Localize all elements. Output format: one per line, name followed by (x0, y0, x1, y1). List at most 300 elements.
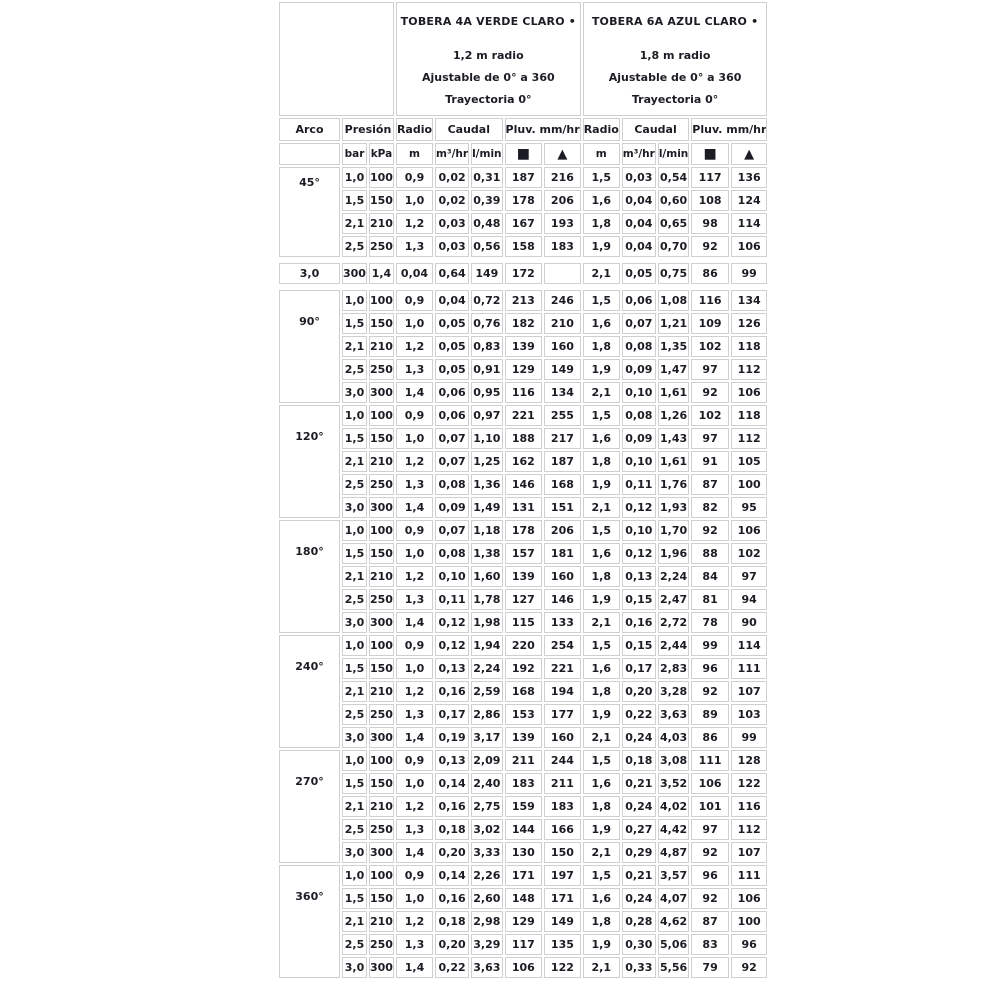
data-cell: 135 (544, 934, 581, 955)
data-cell: 1,94 (471, 635, 502, 656)
data-cell: 108 (691, 190, 729, 211)
data-cell: 150 (369, 543, 394, 564)
table-row (279, 474, 767, 495)
data-cell: 117 (691, 167, 729, 188)
table-row (279, 934, 767, 955)
data-cell: 210 (544, 313, 581, 334)
data-cell: 150 (369, 313, 394, 334)
data-cell: 193 (544, 213, 581, 234)
data-cell: 106 (731, 236, 768, 257)
data-cell: 116 (691, 290, 729, 311)
table-row (279, 842, 767, 863)
data-cell: 1,0 (396, 658, 433, 679)
data-cell: 2,1 (583, 263, 620, 284)
data-cell: 244 (544, 750, 581, 771)
data-cell: 0,18 (435, 911, 469, 932)
data-cell: 300 (369, 497, 394, 518)
triangle-icon (731, 143, 768, 165)
col-radio-4a: Radio (396, 118, 433, 141)
data-cell: 1,61 (658, 382, 689, 403)
arc-240-pie-icon (285, 675, 339, 724)
data-cell: 0,83 (471, 336, 502, 357)
data-cell: 0,11 (435, 589, 469, 610)
data-cell: 250 (369, 589, 394, 610)
data-cell: 109 (691, 313, 729, 334)
data-cell: 1,4 (396, 727, 433, 748)
data-cell: 1,5 (342, 888, 367, 909)
overflow-row (279, 263, 767, 284)
data-cell: 150 (369, 773, 394, 794)
square-icon (505, 143, 543, 165)
data-cell: 150 (369, 190, 394, 211)
data-cell: 0,07 (435, 428, 469, 449)
data-cell: 0,02 (435, 167, 469, 188)
data-cell: 2,75 (471, 796, 502, 817)
data-cell: 2,09 (471, 750, 502, 771)
arc-label: 120° (295, 430, 324, 443)
data-cell: 103 (731, 704, 768, 725)
data-cell: 1,5 (583, 290, 620, 311)
data-cell: 0,16 (435, 796, 469, 817)
data-cell: 128 (731, 750, 768, 771)
data-cell: 183 (544, 236, 581, 257)
table-row (279, 911, 767, 932)
data-cell: 166 (544, 819, 581, 840)
nozzle-adjustable: Ajustable de 0° a 360 (421, 71, 555, 84)
data-cell: 0,56 (471, 236, 502, 257)
data-cell: 96 (691, 865, 729, 886)
data-cell: 0,29 (622, 842, 656, 863)
data-cell: 1,25 (471, 451, 502, 472)
data-cell: 0,04 (435, 290, 469, 311)
data-cell: 1,0 (396, 190, 433, 211)
col-radio-6a: Radio (583, 118, 620, 141)
data-cell: 133 (544, 612, 581, 633)
data-cell: 0,24 (622, 888, 656, 909)
data-cell: 300 (369, 957, 394, 978)
data-cell: 0,9 (396, 520, 433, 541)
square-icon (691, 143, 729, 165)
data-cell: 183 (505, 773, 543, 794)
data-cell: 2,60 (471, 888, 502, 909)
data-cell: 1,0 (342, 750, 367, 771)
data-cell: 182 (505, 313, 543, 334)
data-cell: 1,98 (471, 612, 502, 633)
data-cell: 300 (342, 263, 367, 284)
data-cell: 111 (731, 865, 768, 886)
data-cell: 194 (544, 681, 581, 702)
data-cell: 146 (505, 474, 543, 495)
data-cell: 144 (505, 819, 543, 840)
table-row (279, 635, 767, 656)
data-cell: 250 (369, 819, 394, 840)
data-cell: 0,05 (622, 263, 656, 284)
table-row (279, 566, 767, 587)
table-row (279, 405, 767, 426)
data-cell: 187 (544, 451, 581, 472)
data-cell: 2,44 (658, 635, 689, 656)
data-cell: 0,9 (396, 750, 433, 771)
data-cell: 221 (544, 658, 581, 679)
data-cell: 0,21 (622, 773, 656, 794)
data-cell: 183 (544, 796, 581, 817)
data-cell: 0,08 (622, 336, 656, 357)
data-cell: 102 (691, 336, 729, 357)
arc-cell (279, 290, 340, 403)
data-cell: 0,9 (396, 405, 433, 426)
data-cell: 1,5 (342, 190, 367, 211)
data-cell: 2,26 (471, 865, 502, 886)
spacer-row (279, 259, 767, 261)
data-cell: 0,04 (622, 236, 656, 257)
data-cell: 1,2 (396, 451, 433, 472)
data-cell: 1,3 (396, 359, 433, 380)
data-cell: 246 (544, 290, 581, 311)
data-cell: 1,8 (583, 681, 620, 702)
data-cell: 0,10 (622, 451, 656, 472)
data-cell: 88 (691, 543, 729, 564)
data-cell: 139 (505, 566, 543, 587)
arc-90-pie-icon (285, 330, 339, 367)
spacer-cell (279, 286, 767, 288)
data-cell: 112 (731, 359, 768, 380)
data-cell: 1,2 (396, 796, 433, 817)
data-cell: 2,5 (342, 236, 367, 257)
data-cell: 1,6 (583, 773, 620, 794)
data-cell: 2,1 (583, 957, 620, 978)
data-cell: 0,97 (471, 405, 502, 426)
data-cell: 0,08 (435, 474, 469, 495)
data-cell: 90 (731, 612, 768, 633)
data-cell: 106 (731, 520, 768, 541)
data-cell: 0,07 (435, 520, 469, 541)
data-cell: 0,16 (435, 888, 469, 909)
data-cell: 3,0 (342, 957, 367, 978)
data-cell: 0,95 (471, 382, 502, 403)
data-cell: 2,5 (342, 474, 367, 495)
nozzle-performance-table (277, 0, 769, 980)
data-cell: 1,5 (583, 520, 620, 541)
table-row (279, 727, 767, 748)
table-row (279, 957, 767, 978)
data-cell: 178 (505, 520, 543, 541)
data-cell: 0,60 (658, 190, 689, 211)
data-cell: 0,9 (396, 635, 433, 656)
data-cell: 0,06 (622, 290, 656, 311)
data-cell: 1,9 (583, 819, 620, 840)
data-cell: 1,35 (658, 336, 689, 357)
data-cell: 2,47 (658, 589, 689, 610)
data-cell: 3,0 (342, 382, 367, 403)
data-cell: 2,1 (583, 382, 620, 403)
data-cell: 124 (731, 190, 768, 211)
data-cell: 187 (505, 167, 543, 188)
data-cell: 106 (731, 888, 768, 909)
data-cell: 3,52 (658, 773, 689, 794)
data-cell: 5,06 (658, 934, 689, 955)
data-cell: 1,5 (342, 428, 367, 449)
col-pluv-4a: Pluv. mm/hr (505, 118, 581, 141)
data-cell: 0,10 (622, 520, 656, 541)
data-cell: 197 (544, 865, 581, 886)
data-cell: 3,29 (471, 934, 502, 955)
data-cell: 3,0 (279, 263, 340, 284)
data-cell: 2,83 (658, 658, 689, 679)
data-cell: 1,3 (396, 236, 433, 257)
col-pluv-6a: Pluv. mm/hr (691, 118, 767, 141)
data-cell: 0,08 (435, 543, 469, 564)
data-cell: 97 (731, 566, 768, 587)
data-cell: 1,76 (658, 474, 689, 495)
data-cell: 300 (369, 382, 394, 403)
data-cell: 1,5 (583, 635, 620, 656)
data-cell: 1,2 (396, 911, 433, 932)
data-cell: 99 (691, 635, 729, 656)
data-cell: 1,4 (396, 497, 433, 518)
arc-cell (279, 865, 340, 978)
unit-m-6a: m (583, 143, 620, 165)
data-cell: 148 (505, 888, 543, 909)
data-cell: 1,18 (471, 520, 502, 541)
data-cell: 2,5 (342, 819, 367, 840)
data-cell: 2,24 (471, 658, 502, 679)
data-cell: 1,9 (583, 236, 620, 257)
data-cell: 0,05 (435, 336, 469, 357)
data-cell: 0,15 (622, 589, 656, 610)
spacer-cell (279, 259, 767, 261)
data-cell: 1,9 (583, 934, 620, 955)
table-row (279, 336, 767, 357)
data-cell: 0,10 (435, 566, 469, 587)
nozzle-4a-header (396, 2, 581, 116)
unit-lmin-4a: l/min (471, 143, 502, 165)
data-cell: 0,17 (622, 658, 656, 679)
nozzle-title: TOBERA 6A AZUL CLARO • (591, 15, 759, 28)
data-cell: 1,2 (396, 566, 433, 587)
data-cell: 0,09 (435, 497, 469, 518)
data-cell: 2,59 (471, 681, 502, 702)
data-cell: 178 (505, 190, 543, 211)
data-cell: 112 (731, 819, 768, 840)
nozzle-radius: 1,2 m radio (452, 49, 524, 62)
triangle-icon: ▲ (744, 146, 755, 162)
data-cell: 0,04 (622, 213, 656, 234)
data-cell: 94 (731, 589, 768, 610)
data-cell: 114 (731, 213, 768, 234)
table-row (279, 589, 767, 610)
nozzle-6a-header (583, 2, 768, 116)
data-cell: 0,27 (622, 819, 656, 840)
arc-label: 90° (299, 315, 320, 328)
data-cell: 1,8 (583, 213, 620, 234)
data-cell: 2,98 (471, 911, 502, 932)
data-cell: 0,12 (435, 612, 469, 633)
data-cell: 0,16 (622, 612, 656, 633)
data-cell: 153 (505, 704, 543, 725)
table-row (279, 865, 767, 886)
nozzle-trajectory: Trayectoria 0° (445, 93, 532, 106)
data-cell: 0,22 (622, 704, 656, 725)
data-cell: 210 (369, 566, 394, 587)
data-cell: 0,10 (622, 382, 656, 403)
data-cell: 210 (369, 451, 394, 472)
unit-lmin-6a: l/min (658, 143, 689, 165)
data-cell: 0,03 (435, 236, 469, 257)
data-cell: 0,65 (658, 213, 689, 234)
data-cell: 221 (505, 405, 543, 426)
table-wrapper (277, 0, 767, 980)
data-cell: 0,54 (658, 167, 689, 188)
data-cell: 83 (691, 934, 729, 955)
data-cell: 146 (544, 589, 581, 610)
data-cell: 1,6 (583, 313, 620, 334)
data-cell: 134 (544, 382, 581, 403)
data-cell: 0,75 (658, 263, 689, 284)
arc-cell (279, 405, 340, 518)
data-cell: 5,56 (658, 957, 689, 978)
data-cell: 0,06 (435, 382, 469, 403)
data-cell: 4,03 (658, 727, 689, 748)
table-row (279, 750, 767, 771)
data-cell: 162 (505, 451, 543, 472)
data-cell: 0,30 (622, 934, 656, 955)
data-cell: 0,03 (622, 167, 656, 188)
data-cell: 81 (691, 589, 729, 610)
data-cell: 1,8 (583, 336, 620, 357)
data-cell: 1,96 (658, 543, 689, 564)
unit-kpa: kPa (369, 143, 394, 165)
data-cell: 210 (369, 213, 394, 234)
data-cell: 0,06 (435, 405, 469, 426)
col-caudal-4a: Caudal (435, 118, 502, 141)
arc-45-pie-icon (285, 191, 339, 222)
data-cell: 2,86 (471, 704, 502, 725)
data-cell: 106 (691, 773, 729, 794)
col-caudal-6a: Caudal (622, 118, 689, 141)
data-cell: 92 (691, 520, 729, 541)
data-cell: 250 (369, 236, 394, 257)
data-cell: 3,0 (342, 497, 367, 518)
arc-cell (279, 750, 340, 863)
data-cell: 136 (731, 167, 768, 188)
spacer-row (279, 286, 767, 288)
data-cell: 92 (731, 957, 768, 978)
data-cell: 1,6 (583, 428, 620, 449)
data-cell: 0,12 (435, 635, 469, 656)
data-cell: 106 (731, 382, 768, 403)
data-cell: 2,5 (342, 359, 367, 380)
data-cell: 149 (471, 263, 502, 284)
data-cell: 96 (691, 658, 729, 679)
data-cell: 3,0 (342, 727, 367, 748)
data-cell: 2,1 (583, 612, 620, 633)
unit-bar: bar (342, 143, 367, 165)
arc-label: 45° (299, 176, 320, 189)
data-cell: 0,9 (396, 865, 433, 886)
data-cell: 1,38 (471, 543, 502, 564)
data-cell: 3,28 (658, 681, 689, 702)
data-cell: 0,13 (435, 750, 469, 771)
data-cell: 114 (731, 635, 768, 656)
arc-label: 270° (295, 775, 324, 788)
table-row (279, 290, 767, 311)
data-cell: 1,21 (658, 313, 689, 334)
data-cell: 0,28 (622, 911, 656, 932)
data-cell: 92 (691, 236, 729, 257)
data-cell: 0,20 (435, 842, 469, 863)
data-cell: 3,0 (342, 612, 367, 633)
data-cell: 134 (731, 290, 768, 311)
data-cell: 0,04 (622, 190, 656, 211)
data-cell: 95 (731, 497, 768, 518)
data-cell: 102 (731, 543, 768, 564)
data-cell: 1,0 (342, 405, 367, 426)
data-cell: 211 (544, 773, 581, 794)
data-cell: 171 (505, 865, 543, 886)
arc-label: 240° (295, 660, 324, 673)
data-cell: 84 (691, 566, 729, 587)
data-cell: 86 (691, 263, 729, 284)
data-cell: 98 (691, 213, 729, 234)
data-cell: 0,24 (622, 727, 656, 748)
data-cell: 3,63 (658, 704, 689, 725)
data-cell: 100 (731, 474, 768, 495)
data-cell: 129 (505, 911, 543, 932)
data-cell: 188 (505, 428, 543, 449)
data-cell: 157 (505, 543, 543, 564)
data-cell: 4,42 (658, 819, 689, 840)
data-cell: 300 (369, 727, 394, 748)
unit-empty (279, 143, 340, 165)
data-cell: 116 (731, 796, 768, 817)
data-cell: 2,1 (342, 796, 367, 817)
data-cell: 112 (731, 428, 768, 449)
data-cell: 100 (731, 911, 768, 932)
table-row (279, 520, 767, 541)
arc-180-pie-icon (285, 560, 339, 615)
data-cell: 1,3 (396, 704, 433, 725)
unit-m3hr-4a: m³/hr (435, 143, 469, 165)
col-arco: Arco (279, 118, 340, 141)
data-cell: 2,1 (583, 842, 620, 863)
table-row (279, 167, 767, 188)
data-cell: 1,26 (658, 405, 689, 426)
data-cell: 1,60 (471, 566, 502, 587)
data-cell: 89 (691, 704, 729, 725)
data-cell: 213 (505, 290, 543, 311)
data-cell: 92 (691, 681, 729, 702)
data-cell: 1,5 (583, 865, 620, 886)
data-cell: 97 (691, 819, 729, 840)
data-cell: 1,4 (396, 612, 433, 633)
data-cell: 151 (544, 497, 581, 518)
data-cell: 86 (691, 727, 729, 748)
arc-120-pie-icon (285, 445, 339, 488)
data-cell: 0,12 (622, 543, 656, 564)
table-row (279, 819, 767, 840)
data-cell: 0,03 (435, 213, 469, 234)
data-cell: 1,9 (583, 474, 620, 495)
data-cell: 0,24 (622, 796, 656, 817)
table-row (279, 612, 767, 633)
data-cell: 2,1 (342, 911, 367, 932)
data-cell: 250 (369, 474, 394, 495)
arc-270-pie-icon (285, 790, 339, 841)
data-cell: 92 (691, 382, 729, 403)
data-cell: 100 (369, 405, 394, 426)
data-cell: 300 (369, 842, 394, 863)
data-cell: 0,08 (622, 405, 656, 426)
